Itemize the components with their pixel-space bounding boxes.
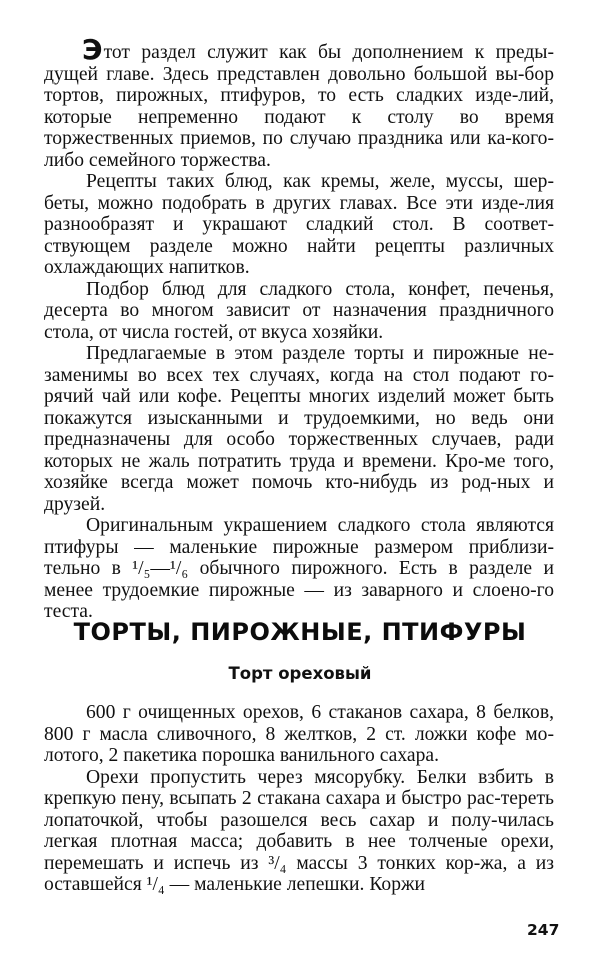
page-number: 247 — [527, 921, 560, 939]
intro-paragraph-4: Предлагаемые в этом разделе торты и пирожные не-заменимы во всех тех случаях, когда на стол подают го-рячий чай или кофе. Рецепты многих изделий может быть покажутся изысканными и трудоемкими, но ведь они предназначены для особо торжественных случаев, ради которых не жаль потратить труда и времени. Кро-ме того, хозяйке всегда может помочь кто-нибудь из род-ных и друзей. — [44, 343, 554, 515]
recipe-ingredients: 600 г очищенных орехов, 6 стаканов сахара, 8 белков, 800 г масла сливочного, 8 желтков, 2 ст. ложки кофе мо-лотого, 2 пакетика порошка ванильного сахара. — [44, 702, 554, 766]
intro-paragraph-5: Оригинальным украшением сладкого стола являются птифуры — маленькие пирожные размером приблизи-тельно в ¹/₅—¹/₆ обычного пирожного. Есть в разделе и менее трудоемкие пирожные — из заварного и слоено-го теста. — [44, 515, 554, 622]
intro-paragraph-1-text: тот раздел служит как бы дополнением к преды-дущей главе. Здесь представлен довольно большой вы-бор тортов, пирожных, птифуров, то есть сладких изде-лий, которые непременно подают к столу во время торжественных приемов, по случаю праздника или ка-кого-либо семейного торжества. — [44, 42, 554, 171]
section-title: ТОРТЫ, ПИРОЖНЫЕ, ПТИФУРЫ — [73, 618, 527, 646]
intro-paragraph-3: Подбор блюд для сладкого стола, конфет, печенья, десерта во многом зависит от назначения праздничного стола, от числа гостей, от вкуса хозяйки. — [44, 278, 554, 343]
recipe-body — [44, 702, 554, 896]
intro-paragraph-2: Рецепты таких блюд, как кремы, желе, муссы, шер-беты, можно подобрать в других главах. Все эти изде-лия разнообразят и украшают сладкий стол. В соответ-ствующем разделе можно найти рецепты различных охлаждающих напитков. — [44, 171, 554, 278]
intro-text — [44, 33, 554, 623]
recipe-title: Торт ореховый — [228, 664, 372, 683]
intro-paragraph-1 — [44, 33, 554, 171]
recipe-method: Орехи пропустить через мясорубку. Белки взбить в крепкую пену, всыпать 2 стакана сахара и быстро рас-тереть лопаточкой, чтобы разошелся весь сахар и полу-чилась легкая плотная масса; добавить в нее толченые орехи, перемешать и испечь из ³/₄ массы 3 тонких кор-жа, а из оставшейся ¹/₄ — маленькие лепешки. Коржи — [44, 766, 554, 895]
drop-cap: Э — [82, 33, 103, 66]
